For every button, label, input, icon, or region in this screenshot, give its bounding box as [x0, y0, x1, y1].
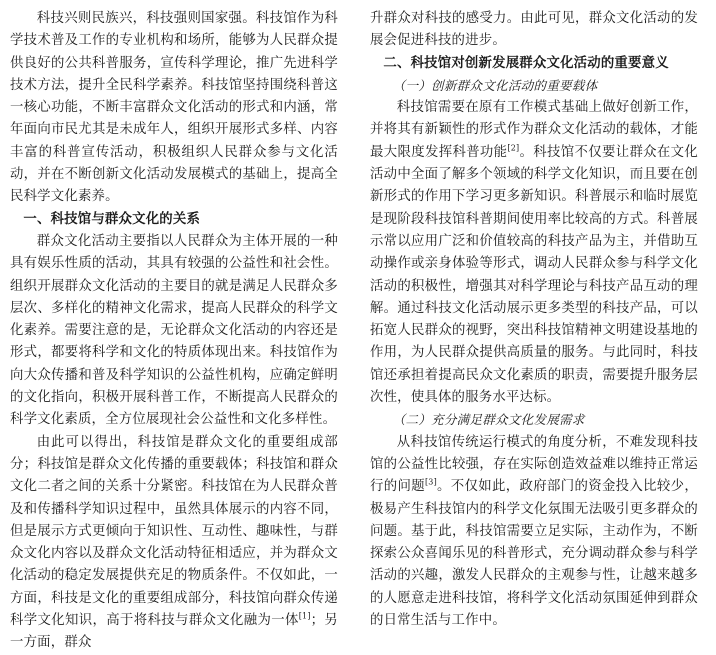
component-paragraph-tail: ；另一方面，群众: [10, 613, 338, 651]
demand-paragraph-text-a: 从科技馆传统运行模式的角度分析，不难发现科技馆的公益性比较强，存在实际创造效益难以维持正常运行的问题: [370, 434, 698, 495]
reference-2[interactable]: [2]: [507, 143, 520, 153]
section-heading-2: 二、科技馆对创新发展群众文化活动的重要意义: [383, 55, 669, 71]
demand-paragraph-text-b: 。不仅如此，政府部门的资金投入比较少，极易产生科技馆内的科学文化氛围无法吸引更多群众的问题。基于此，科技馆需要立足实际，主动作为，不断探索公众喜闻乐见的科普形式，充分调动群众参与科学活动的兴趣，激发人民群众的主观参与性，让越来越多的人愿意走进科技馆，将科学文化活动氛围延伸到群众的日常生活与工作中。: [370, 479, 698, 629]
right-column: [370, 8, 698, 632]
carrier-paragraph: [370, 97, 698, 409]
subsection-heading-2: （二）充分满足群众文化发展需求: [392, 412, 585, 428]
carrier-paragraph-text-b: 。科技馆不仅要让群众在文化活动中全面了解多个领域的科学文化知识，而且要在创新形式的作用下学习更多新知识。科普展示和临时展览是现阶段科技馆科普期间使用率比较高的方式。科普展示常以应用广泛和价值较高的科技产品为主，并借助互动操作或亲身体验等形式，调动人民群众参与科学文化活动的积极性，增强其对科学理论与科技产品互动的理解。通过科技文化活动展示更多类型的科技产品，可以拓宽人民群众的视野，突出科技馆精神文明建设基地的作用，为人民群众提供高质量的服务。与此同时，科技馆还承担着提高民众文化素质的职责，需要提升服务层次性，使具体的服务水平达标。: [370, 144, 698, 406]
demand-paragraph: [370, 432, 698, 633]
continued-paragraph: 升群众对科技的感受力。由此可见，群众文化活动的发展会促进科技的进步。: [370, 11, 698, 49]
relation-paragraph: 群众文化活动主要指以人民群众为主体开展的一种具有娱乐性质的活动，其具有较强的公益性和社会性。组织开展群众文化活动的主要目的就是满足人民群众多层次、多样化的精神文化需求，提高人民群众的科学文化素养。需要注意的是，无论群众文化活动的内容还是形式，都要将科学和文化的特质体现出来。科技馆作为向大众传播和普及科学知识的公益性机构，应确定鲜明的文化指向，积极开展科普工作，不断提高人民群众的科学文化素质，全方位展现社会公益性和文化多样性。: [10, 233, 338, 428]
subsection-heading-1: （一）创新群众文化活动的重要载体: [392, 77, 598, 93]
intro-paragraph: 科技兴则民族兴，科技强则国家强。科技馆作为科学技术普及工作的专业机构和场所，能够为人民群众提供良好的公共科普服务，宣传科学理论，推广先进科学技术方法，提升全民科学素养。科技馆坚持围绕科普这一核心功能，不断丰富群众文化活动的形式和内涵，常年面向市民尤其是未成年人，组织开展形式多样、内容丰富的科普宣传活动，积极组织人民群众参与文化活动，并在不断创新文化活动发展模式的基础上，提高全民科学文化素养。: [10, 11, 338, 205]
carrier-paragraph-text-a: 科技馆需要在原有工作模式基础上做好创新工作，并将其有新颖性的形式作为群众文化活动的载体，才能最大限度发挥科普功能: [370, 100, 698, 160]
component-paragraph: [10, 432, 338, 655]
reference-3[interactable]: [3]: [424, 477, 437, 487]
section-heading-1: 一、科技馆与群众文化的关系: [23, 211, 201, 227]
component-paragraph-text: 由此可以得出，科技馆是群众文化的重要组成部分；科技馆是群众文化传播的重要载体；科技馆和群众文化二者之间的关系十分紧密。科技馆在为人民群众普及和传播科学知识过程中，虽然具体展示的内容不同，但是展示方式更倾向于知识性、互动性、趣味性，与群众文化内容以及群众文化活动特征相适应，并为群众文化活动的稳定发展提供充足的物质条件。不仅如此，一方面，科技是文化的重要组成部分，科技馆向群众传递科学文化知识，高于将科技与群众文化融为一体: [10, 434, 338, 629]
left-column: [10, 8, 338, 655]
reference-1[interactable]: [1]: [298, 611, 311, 621]
